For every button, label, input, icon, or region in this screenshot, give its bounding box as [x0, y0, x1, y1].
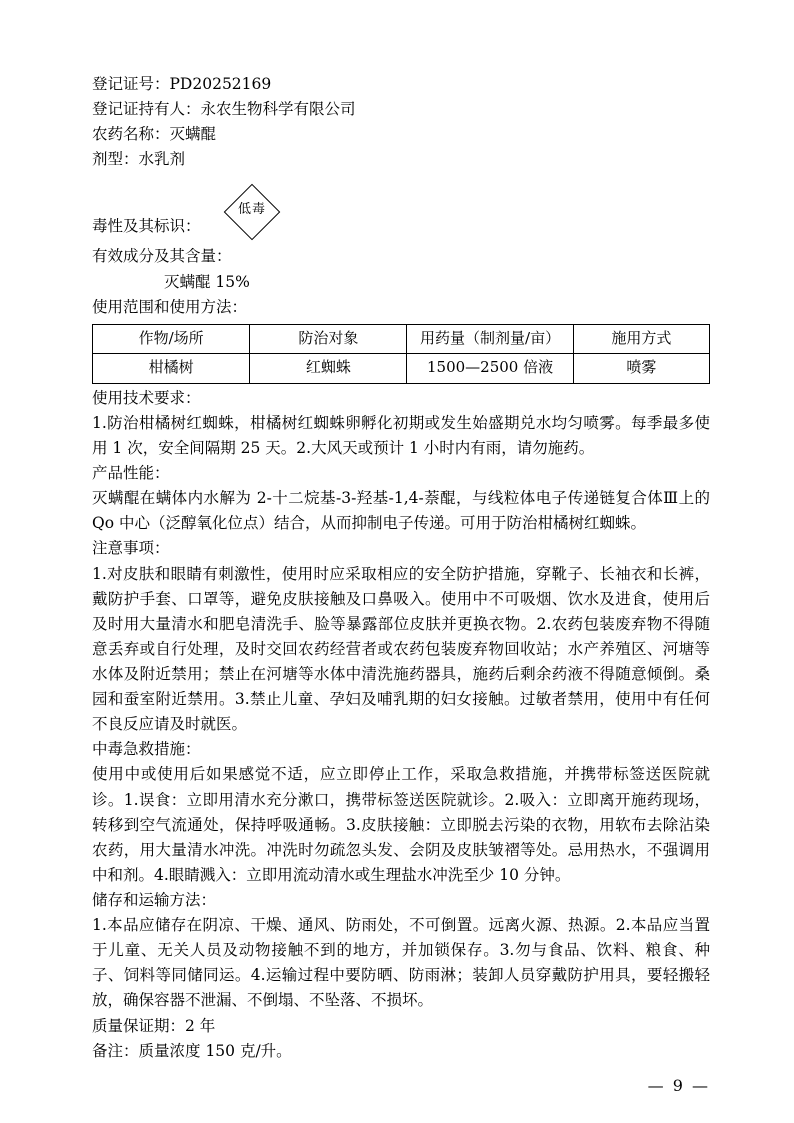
column-header-target: 防治对象: [250, 324, 407, 354]
tech-requirements-label: 使用技术要求：: [92, 388, 201, 407]
storage-transport-text: 1.本品应储存在阴凉、干燥、通风、防雨处，不可倒置。远离火源、热源。2.本品应当置于儿童、无关人员及动物接触不到的地方，并加锁保存。3.勿与食品、饮料、粮食、种子、饲料等同储同运。4.运输过程中要防晒、防雨淋；装卸人员穿戴防护用具，要轻搬轻放，确保容器不泄漏、不倒塌、不坠落、不损坏。: [92, 916, 710, 1010]
toxicity-block: [92, 186, 710, 244]
toxicity-label: 毒性及其标识：: [92, 217, 201, 236]
remark-line: [92, 1039, 710, 1064]
column-header-crop: 作物/场所: [93, 324, 250, 354]
column-header-method: 施用方式: [573, 324, 709, 354]
table-header-row: [93, 324, 710, 354]
table-row: [93, 354, 710, 384]
column-header-dosage: 用药量（制剂量/亩）: [407, 324, 573, 354]
usage-scope-label: 使用范围和使用方法：: [92, 297, 248, 316]
cell-target: 红蜘蛛: [250, 354, 407, 384]
page-number: — 9 —: [647, 1076, 710, 1095]
spacer: [92, 172, 710, 186]
pesticide-name-line: 农药名称：灭螨醌: [92, 125, 217, 144]
tech-requirements-text: 1.防治柑橘树红蜘蛛，柑橘树红蜘蛛卵孵化初期或发生始盛期兑水均匀喷雾。每季最多使用 1 次，安全间隔期 25 天。2.大风天或预计 1 小时内有雨，请勿施药。: [92, 413, 710, 457]
formulation-line: 剂型：水乳剂: [92, 150, 186, 169]
remark-value: 质量浓度 150 克/升。: [138, 1041, 292, 1060]
quality-period-label: 质量保证期：: [92, 1016, 186, 1035]
product-performance-text: 灭螨醌在螨体内水解为 2-十二烷基-3-羟基-1,4-萘醌，与线粒体电子传递链复合体Ⅲ上的 Qo 中心（泛醇氧化位点）结合，从而抑制电子传递。可用于防治柑橘树红蜘蛛。: [92, 489, 710, 533]
cell-method: 喷雾: [573, 354, 709, 384]
registration-holder-line: 登记证持有人：永农生物科学有限公司: [92, 100, 356, 119]
active-ingredient-value: 灭螨醌 15%: [164, 272, 250, 291]
first-aid-label: 中毒急救措施：: [92, 740, 201, 759]
product-performance-label: 产品性能：: [92, 464, 170, 483]
cautions-label: 注意事项：: [92, 539, 170, 558]
storage-transport-label: 储存和运输方法：: [92, 890, 217, 909]
active-ingredient-label: 有效成分及其含量：: [92, 247, 232, 266]
registration-number-line: 登记证号：PD20252169: [92, 75, 272, 93]
document-body: [92, 72, 710, 1064]
low-toxicity-mark-icon: [220, 186, 284, 238]
toxicity-mark-label: 低毒: [237, 202, 266, 218]
remark-label: 备注：: [92, 1041, 139, 1060]
quality-period-line: [92, 1014, 710, 1039]
quality-period-value: 2 年: [185, 1016, 216, 1035]
usage-table: [92, 324, 710, 384]
first-aid-text: 使用中或使用后如果感觉不适，应立即停止工作，采取急救措施，并携带标签送医院就诊。1.误食：立即用清水充分漱口，携带标签送医院就诊。2.吸入：立即离开施药现场，转移到空气流通处，保持呼吸通畅。3.皮肤接触：立即脱去污染的衣物，用软布去除沾染农药，用大量清水冲洗。冲洗时勿疏忽头发、会阴及皮肤皱褶等处。忌用热水，不强调用中和剂。4.眼睛溅入：立即用流动清水或生理盐水冲洗至少 10 分钟。: [92, 765, 710, 884]
cell-dosage: 1500—2500 倍液: [407, 354, 573, 384]
cell-crop: 柑橘树: [93, 354, 250, 384]
cautions-text: 1.对皮肤和眼睛有刺激性，使用时应采取相应的安全防护措施，穿靴子、长袖衣和长裤，戴防护手套、口罩等，避免皮肤接触及口鼻吸入。使用中不可吸烟、饮水及进食，使用后及时用大量清水和肥皂清洗手、脸等暴露部位皮肤并更换衣物。2.农药包装废弃物不得随意丢弃或自行处理，及时交回农药经营者或农药包装废弃物回收站；水产养殖区、河塘等水体及附近禁用；禁止在河塘等水体中清洗施药器具，施药后剩余药液不得随意倾倒。桑园和蚕室附近禁用。3.禁止儿童、孕妇及哺乳期的妇女接触。过敏者禁用，使用中有任何不良反应请及时就医。: [92, 564, 710, 734]
